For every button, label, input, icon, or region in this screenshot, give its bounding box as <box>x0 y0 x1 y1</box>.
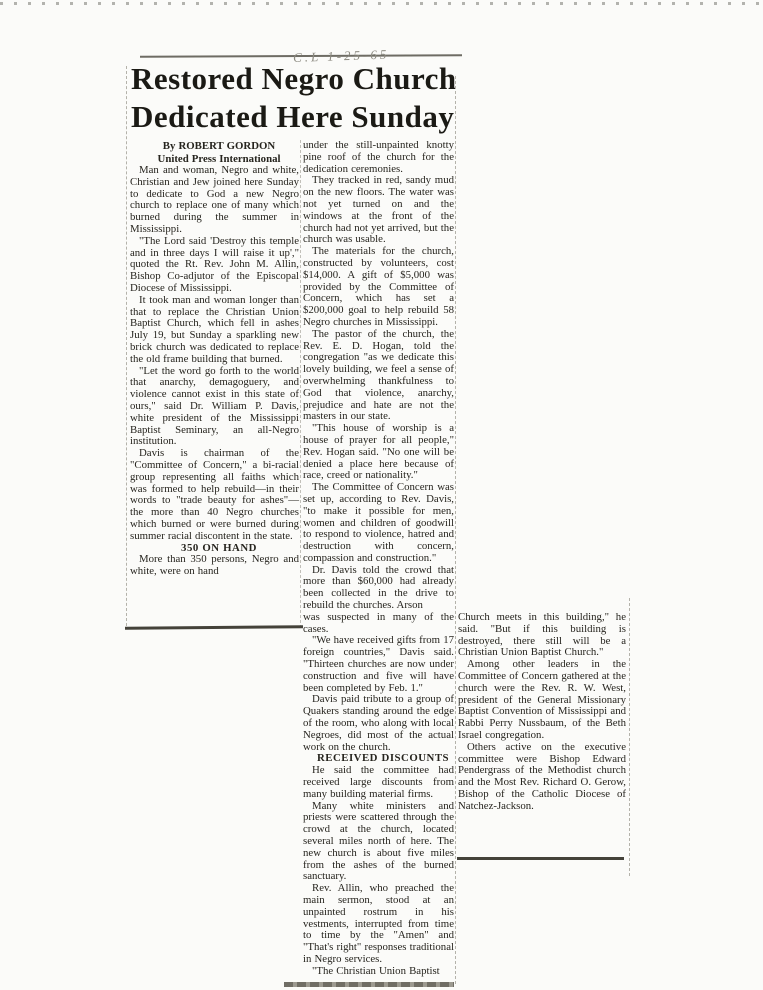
paragraph: It took man and woman longer than that to replace the Christian Union Baptist Church, which fell in ashes July 19, but Sunday a sparkling new brick church was dedicated to replace the old frame building that burned. <box>130 293 299 365</box>
article-headline <box>131 60 473 136</box>
paragraph: The materials for the church, constructed by volunteers, cost $14,000. A gift of $5,000 was provided by the Committee of Concern, which has set a $200,000 goal to help rebuild 58 Negro churches in Mississippi. <box>303 245 454 328</box>
scanner-dotted-edge <box>0 2 763 5</box>
paragraph: "Let the word go forth to the world that anarchy, demagoguery, and violence cannot exist in this state of ours," said Dr. William P. Davis, white president of the Mississippi Baptist Seminary, an all-Negro institution. <box>130 364 299 448</box>
paragraph-continuation: under the still-unpainted knotty pine roof of the church for the dedication ceremonies. <box>303 139 454 175</box>
column2-cutoff-smudge <box>284 982 454 987</box>
byline-author: By ROBERT GORDON <box>162 140 276 152</box>
column-1 <box>130 140 299 578</box>
paragraph: Many white ministers and priests were scattered through the crowd at the church, located several miles north of here. The new church is about five miles from the ashes of the burned sanctuary. <box>303 799 454 883</box>
paragraph: The pastor of the church, the Rev. E. D. Hogan, told the congregation "as we dedicate this lovely building, we feel a sense of overwhelming thankfulness to God that violence, anarchy, prejudice and hate are not the masters in our state. <box>303 327 454 423</box>
paragraph: More than 350 persons, Negro and white, were on hand <box>130 553 299 578</box>
paragraph: Rev. Allin, who preached the main sermon, stood at an unpainted rostrum in his vestments, interrupted from time to time by the "Amen" and "That's right" responses traditional in Negro services. <box>303 882 454 965</box>
paragraph: Davis is chairman of the "Committee of Concern," a bi-racial group representing all faiths which was formed to help rebuild—in their words to "trade beauty for ashes"—the more than 40 Negro churches which burned or were burned during summer racial discontent in the state. <box>130 447 299 542</box>
paragraph: "We have received gifts from 17 foreign countries," Davis said. "Thirteen churches are now under construction and five will have been completed by Feb. 1." <box>303 634 454 694</box>
paragraph: The Committee of Concern was set up, according to Rev. Davis, "to make it possible for men, women and children of goodwill to respond to violence, hatred and destruction with concern, compassion and construction." <box>303 481 454 564</box>
column1-bottom-rule <box>125 625 303 630</box>
paragraph-cutoff: "The Christian Union Baptist <box>312 964 440 977</box>
clip-rule-left <box>126 66 127 626</box>
subhead-received-discounts: RECEIVED DISCOUNTS <box>316 752 450 765</box>
column-separator-2-3 <box>455 76 456 984</box>
paragraph: Dr. Davis told the crowd that more than $60,000 had already been collected in the drive to rebuild the churches. Arson <box>303 563 454 612</box>
column3-bottom-rule <box>457 857 624 860</box>
handwritten-date-annotation: C.L 1-25-65 <box>292 46 390 65</box>
column-2 <box>303 140 454 978</box>
headline-line-1: Restored Negro Church <box>131 61 457 96</box>
paragraph: "The Lord said 'Destroy this temple and in three days I will raise it up'," quoted the Rt. Rev. John M. Allin, Bishop Co-adjutor of the Episcopal Diocese of Mississippi. <box>130 234 299 294</box>
paragraph: Among other leaders in the Committee of Concern gathered at the church were the Rev. R. W. West, president of the General Missionary Baptist Convention of Mississippi and Rabbi Perry Nussbaum, of the Beth Israel congregation. <box>458 658 626 741</box>
paragraph-continuation: Church meets in this building," he said. "But if this building is destroyed, there still will be a Christian Union Baptist Church." <box>458 611 626 659</box>
paragraph: Man and woman, Negro and white, Christian and Jew joined here Sunday to dedicate to God a new Negro church to replace one of many which burned during the summer in Mississippi. <box>130 164 299 235</box>
paragraph: He said the committee had received large discounts from many building material firms. <box>303 764 454 800</box>
byline-agency: United Press International <box>157 152 281 165</box>
paragraph: "This house of worship is a house of prayer for all people," Rev. Hogan said. "No one will be denied a place here because of race, creed or nationality." <box>303 422 454 482</box>
subhead-350-on-hand: 350 ON HAND <box>181 541 257 554</box>
paragraph: They tracked in red, sandy mud on the new floors. The water was not yet turned on and the windows at the front of the church had not yet arrived, but the church was usable. <box>303 174 454 246</box>
headline-line-2: Dedicated Here Sunday <box>131 99 455 134</box>
clip-rule-right <box>629 598 630 876</box>
column-separator-1-2 <box>300 140 301 628</box>
paragraph: Davis paid tribute to a group of Quakers standing around the edge of the room, who along with local Negroes, did most of the actual work on the church. <box>303 693 454 753</box>
paragraph: Others active on the executive committee were Bishop Edward Pendergrass of the Methodist church and the Most Rev. Richard O. Gerow, Bishop of the Catholic Diocese of Natchez-Jackson. <box>458 740 626 812</box>
paragraph-continuation: was suspected in many of the cases. <box>303 610 454 635</box>
column-3 <box>458 612 626 813</box>
